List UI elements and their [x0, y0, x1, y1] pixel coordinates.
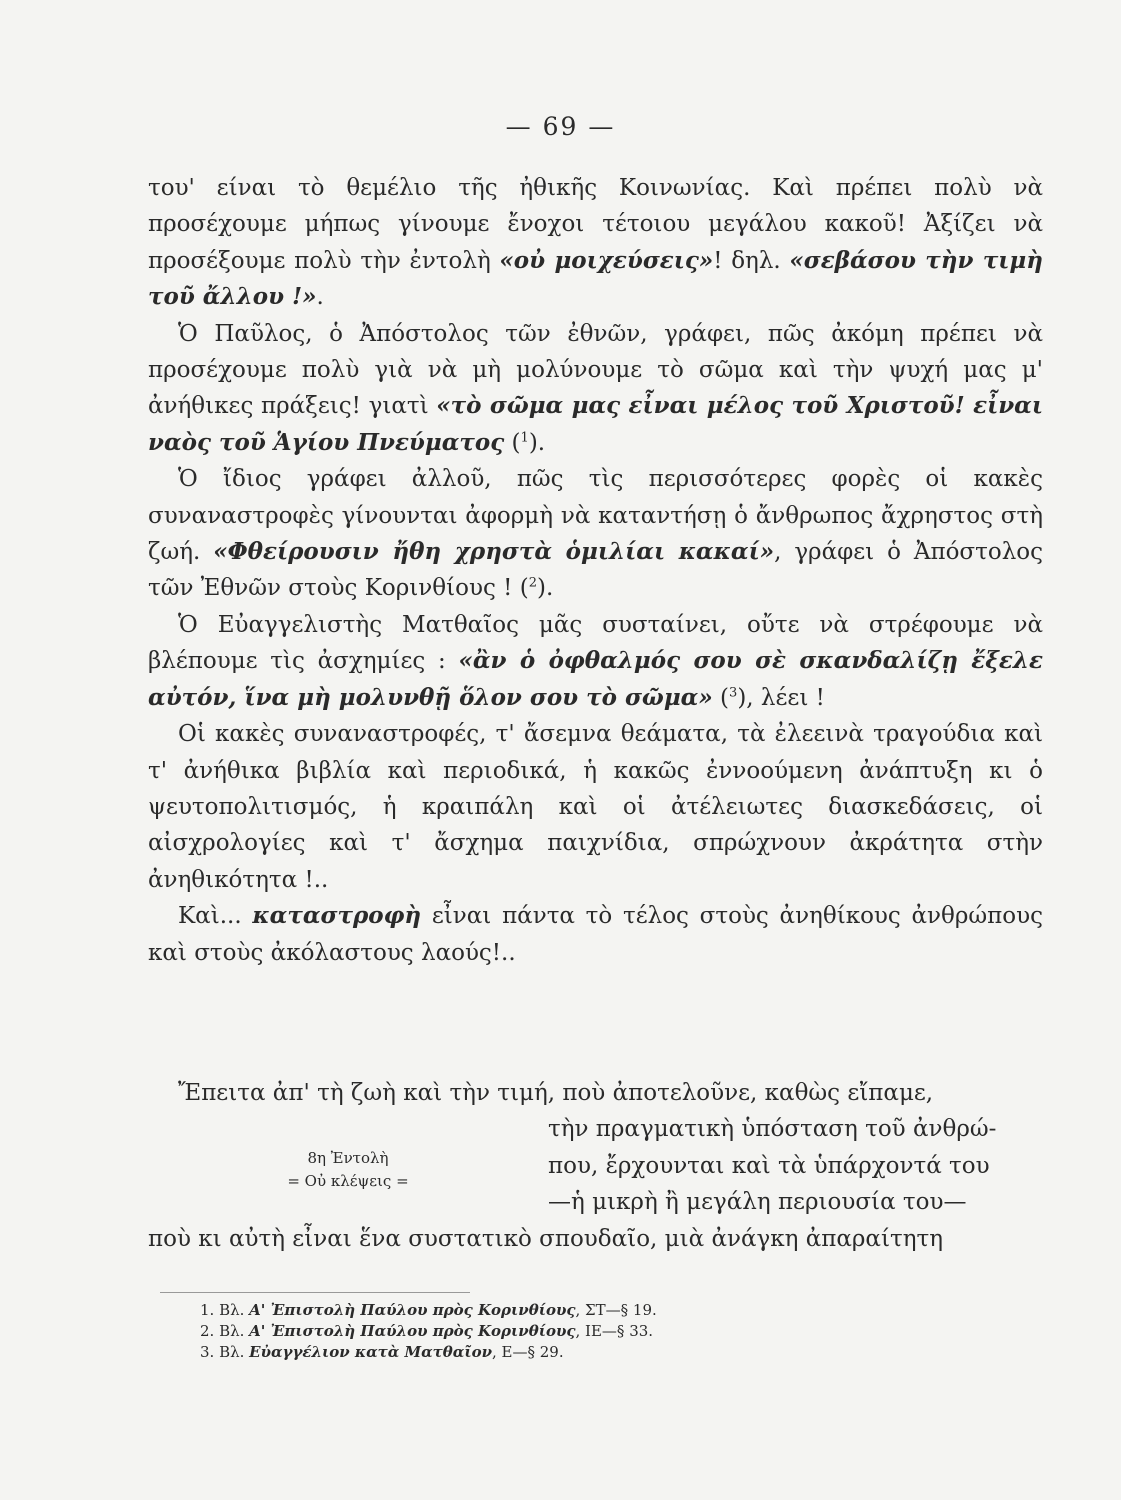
- footnote-prefix: Βλ.: [219, 1343, 250, 1361]
- text-run: (: [504, 429, 521, 456]
- footnote-marker: 3: [729, 685, 738, 701]
- text-run: ).: [528, 429, 546, 456]
- section-last-line: ποὺ κι αὐτὴ εἶναι ἕνα συστατικὸ σπουδαῖο, μιὰ ἀνάγκη ἀπαραίτητη: [148, 1225, 943, 1252]
- paragraph: [148, 607, 1043, 716]
- text-run: (: [712, 684, 730, 711]
- footnote-number: 3.: [200, 1343, 215, 1361]
- margin-note: [148, 1111, 548, 1193]
- commandment-section: [148, 1075, 1043, 1257]
- footnote-number: 1.: [200, 1301, 215, 1319]
- text-run: του' είναι τὸ θεμέλιο τῆς ἠθικῆς Κοινωνίας. Καὶ πρέπει πολὺ νὰ προσέχουμε μήπως γίνουμε ἔνοχοι τέτοιου μεγάλου κακοῦ! Ἀξίζει νὰ προσέξουμε πολὺ τὴν ἐντολὴ: [148, 175, 1043, 274]
- paragraph: [148, 461, 1043, 607]
- text-run: Ὁ Παῦλος, ὁ Ἀπόστολος τῶν ἐθνῶν, γράφει, πῶς ἀκόμη πρέπει νὰ προσέχουμε πολὺ γιὰ νὰ μὴ μολύνουμε τὸ σῶμα καὶ τὴν ψυχή μας μ' ἀνήθικες πράξεις! γιατὶ: [148, 320, 1043, 420]
- section-first-line: Ἔπειτα ἀπ' τὴ ζωὴ καὶ τὴν τιμή, ποὺ ἀποτελοῦνε, καθὼς εἴπαμε,: [178, 1080, 934, 1106]
- footnote-marker: 1: [520, 430, 529, 446]
- footnote-title: Α' Ἐπιστολὴ Παύλου πρὸς Κορινθίους: [249, 1301, 576, 1319]
- quotation: καταστροφὴ: [252, 902, 422, 930]
- footnote: [200, 1342, 960, 1363]
- quotation: «Φθείρουσιν ἤθη χρηστὰ ὁμιλίαι κακαί»: [213, 538, 775, 566]
- text-run: , γράφει ὁ Ἀπόστολος τῶν Ἐθνῶν στοὺς Κορινθίους ! (: [148, 539, 1043, 602]
- footnote: [200, 1321, 960, 1342]
- text-run: Καὶ...: [178, 903, 253, 930]
- footnote-ref: , ΙΕ—§ 33.: [575, 1322, 654, 1340]
- footnote-divider: [160, 1292, 470, 1293]
- body-text: [148, 170, 1043, 971]
- text-run: ! δηλ.: [713, 247, 790, 274]
- quotation: «οὐ μοιχεύσεις»: [499, 246, 714, 274]
- footnote-prefix: Βλ.: [219, 1301, 250, 1319]
- footnote: [200, 1300, 960, 1321]
- text-run: εἶναι πάντα τὸ τέλος στοὺς ἀνηθίκους ἀνθρώπους καὶ στοὺς ἀκόλαστους λαούς!..: [148, 903, 1043, 966]
- quotation: «σεβάσου τὴν τιμὴ τοῦ ἄλλου !»: [148, 246, 1043, 311]
- text-run: .: [316, 284, 324, 311]
- footnote-title: Α' Ἐπιστολὴ Παύλου πρὸς Κορινθίους: [249, 1322, 576, 1340]
- section-line: που, ἔρχουνται καὶ τὰ ὑπάρχοντά του: [548, 1152, 990, 1179]
- text-run: ).: [536, 575, 554, 602]
- paragraph: [148, 898, 1043, 971]
- footnote-marker: 2: [528, 575, 537, 591]
- text-run: ), λέει !: [737, 684, 825, 711]
- footnote-title: Εὐαγγέλιον κατὰ Ματθαῖον: [249, 1343, 492, 1361]
- section-line: —ἡ μικρὴ ἢ μεγάλη περιουσία του—: [548, 1189, 967, 1216]
- section-row: [148, 1111, 1043, 1220]
- text-run: Οἱ κακὲς συναναστροφές, τ' ἄσεμνα θεάματα, τὰ ἐλεεινὰ τραγούδια καὶ τ' ἀνήθικα βιβλία καὶ περιοδικά, ἡ κακῶς ἐννοούμενη ἀνάπτυξη κι ὁ ψευτοπολιτισμός, ἡ κραιπάλη καὶ οἱ ἀτέλειωτες διασκεδάσεις, οἱ αἰσχρολογίες καὶ τ' ἄσχημα παιχνίδια, σπρώχνουν ἀκράτητα στὴν ἀνηθικότητα !..: [148, 721, 1043, 893]
- section-line: τὴν πραγματικὴ ὑπόσταση τοῦ ἀνθρώ-: [548, 1116, 997, 1143]
- paragraph: [148, 716, 1043, 898]
- section-right-text: [548, 1111, 1043, 1220]
- footnote-ref: , Ε—§ 29.: [492, 1343, 564, 1361]
- paragraph: [148, 170, 1043, 316]
- paragraph: [148, 316, 1043, 462]
- text-run: Ὁ ἴδιος γράφει ἀλλοῦ, πῶς τὶς περισσότερες φορὲς οἱ κακὲς συναναστροφὲς γίνουνται ἀφορμὴ νὰ καταντήσῃ ὁ ἄνθρωπος ἄχρηστος στὴ ζωή.: [148, 466, 1043, 566]
- quotation: «ἂν ὁ ὀφθαλμός σου σὲ σκανδαλίζῃ ἔξελε αὐτόν, ἵνα μὴ μολυνθῇ ὅλον σου τὸ σῶμα»: [148, 647, 1043, 711]
- footnote-ref: , ΣΤ—§ 19.: [575, 1301, 657, 1319]
- margin-note-subtitle: = Οὐ κλέψεις =: [287, 1172, 409, 1191]
- margin-note-title: 8η Ἐντολὴ: [307, 1149, 389, 1168]
- text-run: Ὁ Εὐαγγελιστὴς Ματθαῖος μᾶς συσταίνει, οὔτε νὰ στρέφουμε νὰ βλέπουμε τὶς ἀσχημίες :: [148, 611, 1043, 675]
- footnote-number: 2.: [200, 1322, 215, 1340]
- page-number: — 69 —: [505, 112, 616, 141]
- footnotes: [200, 1300, 960, 1363]
- quotation: «τὸ σῶμα μας εἶναι μέλος τοῦ Χριστοῦ! εἶναι ναὸς τοῦ Ἁγίου Πνεύματος: [148, 392, 1043, 456]
- footnote-prefix: Βλ.: [219, 1322, 250, 1340]
